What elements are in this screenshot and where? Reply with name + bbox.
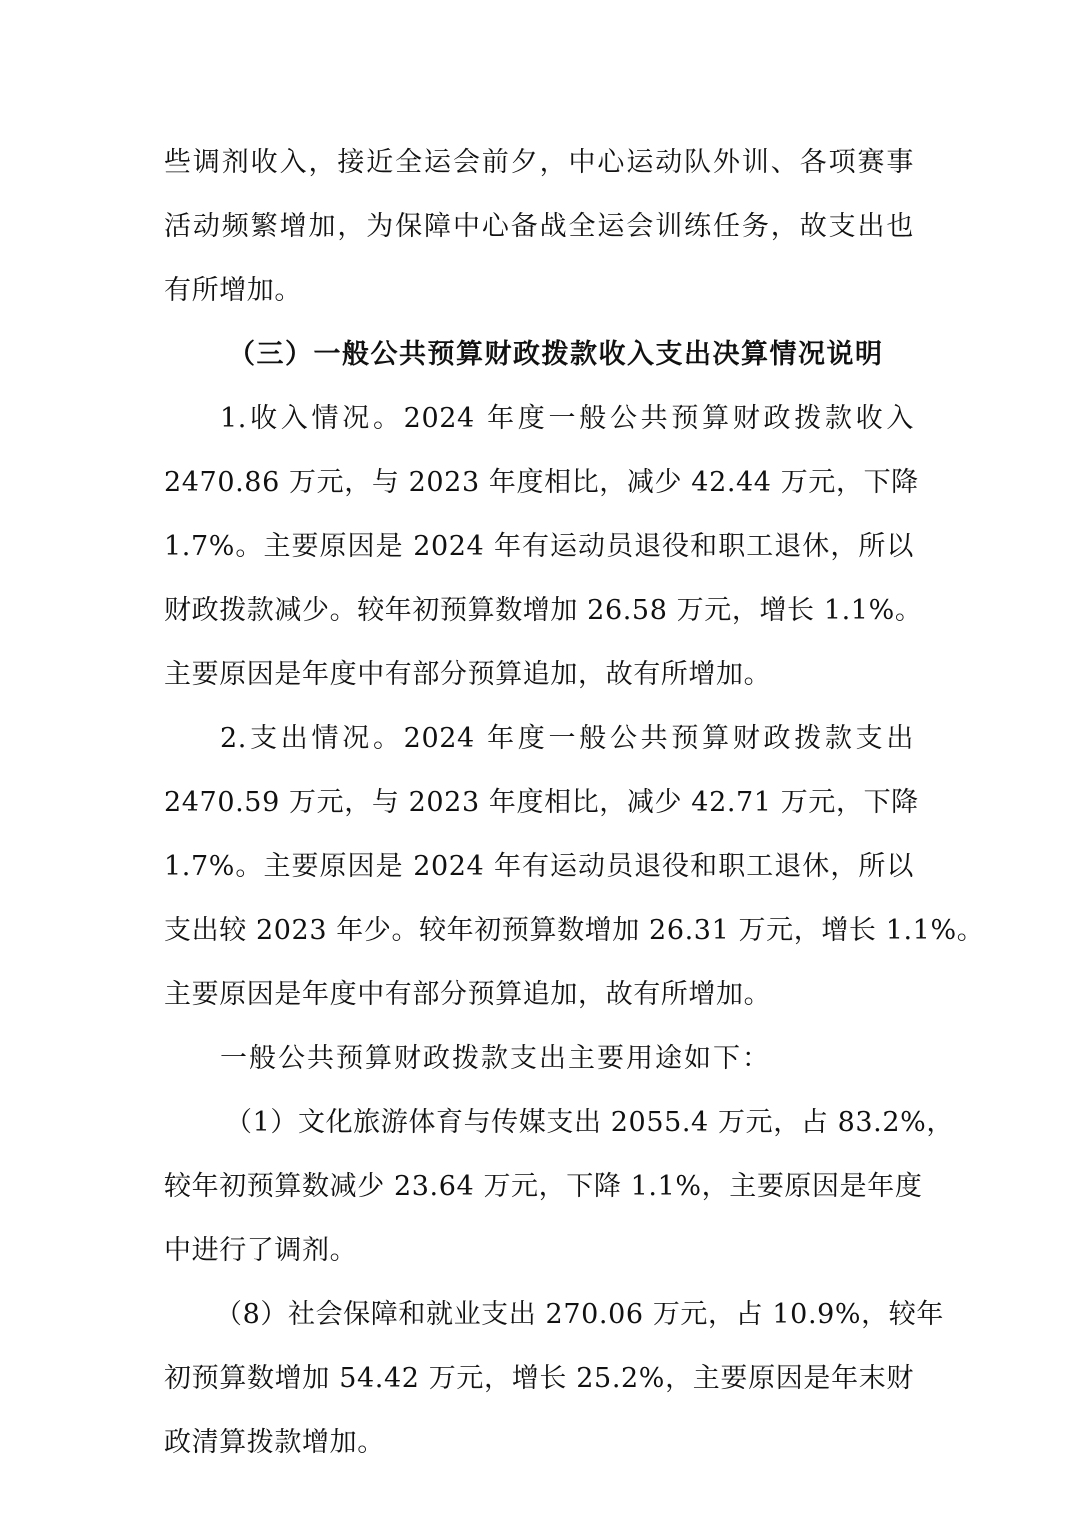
expense-paragraph-line-2: 2470.59 万元，与 2023 年度相比，减少 42.71 万元，下降 <box>164 787 919 818</box>
income-paragraph-line-3: 1.7%。主要原因是 2024 年有运动员退役和职工退休，所以 <box>164 531 914 562</box>
paragraph-continuation-line-1: 些调剂收入，接近全运会前夕，中心运动队外训、各项赛事 <box>164 147 914 178</box>
use-item-1-line-1: （1）文化旅游体育与传媒支出 2055.4 万元，占 83.2%， <box>225 1107 954 1138</box>
use-item-8-line-2: 初预算数增加 54.42 万元，增长 25.2%，主要原因是年末财 <box>164 1363 914 1394</box>
use-item-1-line-3: 中进行了调剂。 <box>164 1235 358 1266</box>
use-item-8-line-1: （8）社会保障和就业支出 270.06 万元，占 10.9%，较年 <box>215 1299 944 1330</box>
paragraph-continuation-line-3: 有所增加。 <box>164 275 302 306</box>
paragraph-continuation-line-2: 活动频繁增加，为保障中心备战全运会训练任务，故支出也 <box>164 211 914 242</box>
income-paragraph-line-2: 2470.86 万元，与 2023 年度相比，减少 42.44 万元，下降 <box>164 467 919 498</box>
income-paragraph-line-1: 1.收入情况。2024 年度一般公共预算财政拨款收入 <box>220 403 914 434</box>
expense-paragraph-line-1: 2.支出情况。2024 年度一般公共预算财政拨款支出 <box>220 723 914 754</box>
income-paragraph-line-5: 主要原因是年度中有部分预算追加，故有所增加。 <box>164 659 772 690</box>
income-paragraph-line-4: 财政拨款减少。较年初预算数增加 26.58 万元，增长 1.1%。 <box>164 595 923 626</box>
section-heading: （三）一般公共预算财政拨款收入支出决算情况说明 <box>228 339 884 370</box>
expense-paragraph-line-3: 1.7%。主要原因是 2024 年有运动员退役和职工退休，所以 <box>164 851 914 882</box>
use-item-8-line-3: 政清算拨款增加。 <box>164 1427 385 1458</box>
use-item-1-line-2: 较年初预算数减少 23.64 万元，下降 1.1%，主要原因是年度 <box>164 1171 923 1202</box>
expense-paragraph-line-4: 支出较 2023 年少。较年初预算数增加 26.31 万元，增长 1.1%。 <box>164 915 985 946</box>
uses-intro: 一般公共预算财政拨款支出主要用途如下： <box>220 1043 771 1074</box>
expense-paragraph-line-5: 主要原因是年度中有部分预算追加，故有所增加。 <box>164 979 772 1010</box>
